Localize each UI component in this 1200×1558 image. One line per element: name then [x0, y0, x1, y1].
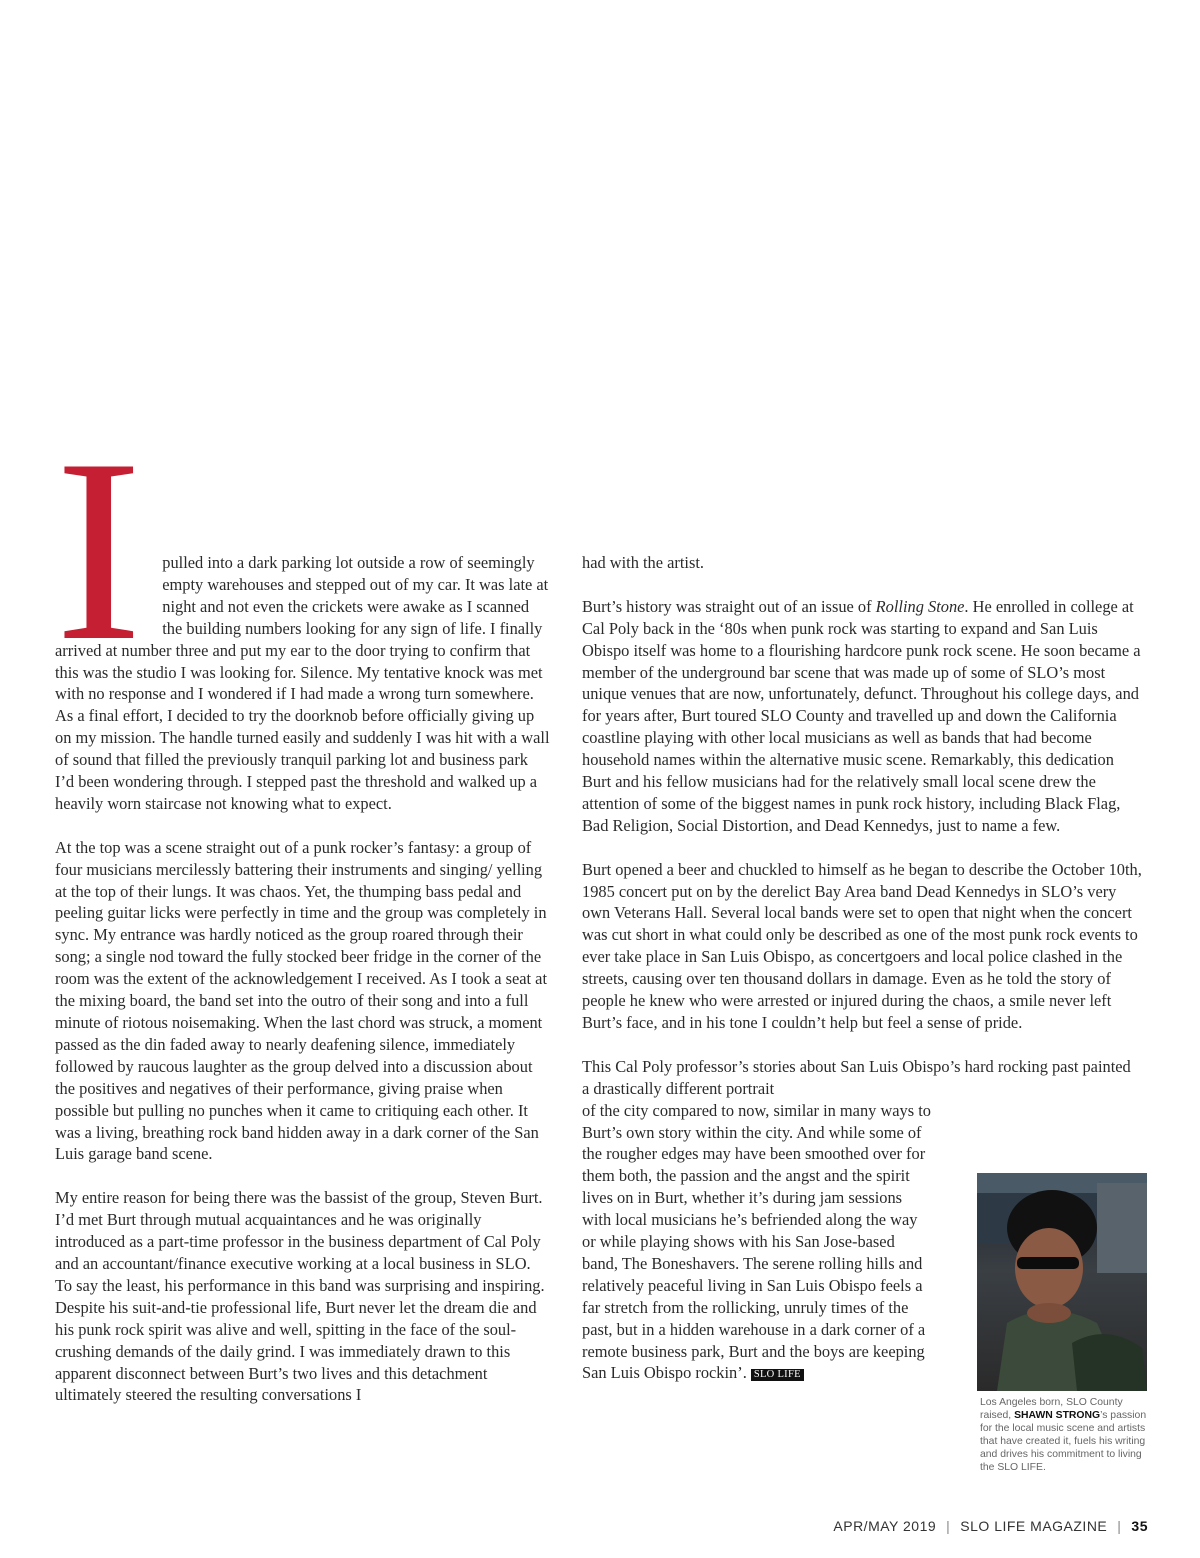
issue-date: APR/MAY 2019 — [833, 1518, 937, 1534]
drop-cap: I — [55, 405, 143, 695]
article-paragraph: My entire reason for being there was the bassist of the group, Steven Burt. I’d met Burt through mutual acquaintances and he was originally introduced as a part-time professor in the business department of Cal Poly and an accountant/finance executive working at a local business in SLO. To say the least, his performance in this band was surprising and inspiring. Despite his suit-and-tie professional life, Burt never let the dream die and his punk rock spirit was alive and well, spitting in the face of the soul-crushing demands of the daily grind. I was immediately drawn to this apparent disconnect between Burt’s two lives and this detachment ultimately steered the resulting conversations I — [55, 1188, 545, 1405]
author-photo — [977, 1173, 1147, 1391]
author-name: SHAWN STRONG — [1014, 1410, 1101, 1421]
caption-text: ’s passion for the local music scene and artists that have created it, fuels his writing and drives his commitment to living the SLO LIFE. — [980, 1410, 1147, 1473]
footer-separator: | — [1117, 1518, 1122, 1534]
article-paragraph: had with the artist. — [582, 553, 704, 572]
author-photo-illustration — [977, 1173, 1147, 1391]
footer-separator: | — [946, 1518, 951, 1534]
article-paragraph: At the top was a scene straight out of a punk rocker’s fantasy: a group of four musicians mercilessly battering their instruments and singing/ yelling at the top of their lungs. It was chaos. Yet, the thumping bass pedal and peeling guitar licks were perfectly in time and the group was completely in sync. My entrance was hardly noticed as the group roared through their song; a single nod toward the fully stocked beer fridge in the corner of the room was the extent of the acknowledgement I received. As I took a seat at the mixing board, the band set into the outro of their song and into a full minute of riotous noisemaking. When the last chord was struck, a moment passed as the din faded away to nearly deafening silence, immediately followed by raucous laughter as the group delved into a discussion about the positives and negatives of their performance, giving praise when possible but pulling no punches when it came to critiquing each other. It was a living, breathing rock band hidden away in a dark corner of the San Luis garage band scene. — [55, 837, 547, 1164]
publication-title: Rolling Stone — [875, 596, 965, 616]
article-paragraph — [55, 405, 550, 815]
paragraph-text: . He enrolled in college at Cal Poly back in the ‘80s when punk rock was starting to expand and San Luis Obispo itself was home to a flourishing hardcore punk rock scene. He soon became a member of the underground bar scene that was made up of some of SLO’s most unique venues that are now, unfortunately, defunct. Throughout his college days, and for years after, Burt toured SLO County and travelled up and down the California coastline playing with other local musicians as well as bands that had become household names within the alternative music scene. Remarkably, this dedication Burt and his fellow musicians had for the relatively small local scene drew the attention of some of the biggest names in punk rock history, including Black Flag, Bad Religion, Social Distortion, and Dead Kennedys, just to name a few. — [582, 596, 1141, 835]
caption-text: Los Angeles born, SLO County raised, — [980, 1397, 1123, 1421]
article-paragraph — [582, 1056, 1142, 1100]
paragraph-text: Burt’s history was straight out of an issue of — [582, 596, 876, 616]
magazine-name: SLO LIFE MAGAZINE — [960, 1518, 1108, 1534]
page-footer — [833, 1518, 1148, 1534]
page-number: 35 — [1131, 1518, 1148, 1534]
paragraph-text: This Cal Poly professor’s stories about San Luis Obispo’s hard rocking past painted a drastically different portrait — [582, 1056, 1131, 1098]
paragraph-text: of the city compared to now, similar in many ways to Burt’s own story within the city. And while some of the rougher edges may have been smoothed over for them both, the passion and the angst and the spirit lives on in Burt, whether it’s during jam sessions with local musicians he’s befriended along the way or while playing shows with his San Jose-based band, The Boneshavers. The serene rolling hills and relatively peaceful living in San Luis Obispo feels a far stretch from the rollicking, unruly times of the past, but in a hidden warehouse in a dark corner of a remote business park, Burt and the boys are keeping San Luis Obispo rockin’. — [582, 1100, 931, 1383]
article-paragraph: Burt opened a beer and chuckled to himself as he began to describe the October 10th, 1985 concert put on by the derelict Bay Area band Dead Kennedys in SLO’s very own Veterans Hall. Several local bands were set to open that night when the concert was cut short in what could only be described as one of the most punk rock events to ever take place in San Luis Obispo, as concertgoers and local police clashed in the streets, causing over ten thousand dollars in damage. Even as he told the story of people he knew who were arrested or injured during the chaos, a smile never left Burt’s face, and in his tone I couldn’t help but feel a sense of pride. — [582, 859, 1142, 1032]
end-mark: SLO LIFE — [751, 1369, 804, 1381]
article-paragraph — [582, 596, 1142, 837]
paragraph-text: pulled into a dark parking lot outside a row of seemingly empty warehouses and stepped out of my car. It was late at night and not even the crickets were awake as I scanned the building numbers looking for any sign of life. I finally arrived at number three and put my ear to the door trying to confirm that this was the studio I was looking for. Silence. My tentative knock was met with no response and I wondered if I had made a wrong turn somewhere. As a final effort, I decided to try the doorknob before officially giving up on my mission. The handle turned easily and suddenly I was hit with a wall of sound that filled the previously tranquil parking lot and business park I’d been wondering through. I stepped past the threshold and walked up a heavily worn staircase not knowing what to expect. — [55, 553, 550, 813]
article-left-column — [55, 405, 550, 1428]
photo-caption — [980, 1396, 1150, 1474]
